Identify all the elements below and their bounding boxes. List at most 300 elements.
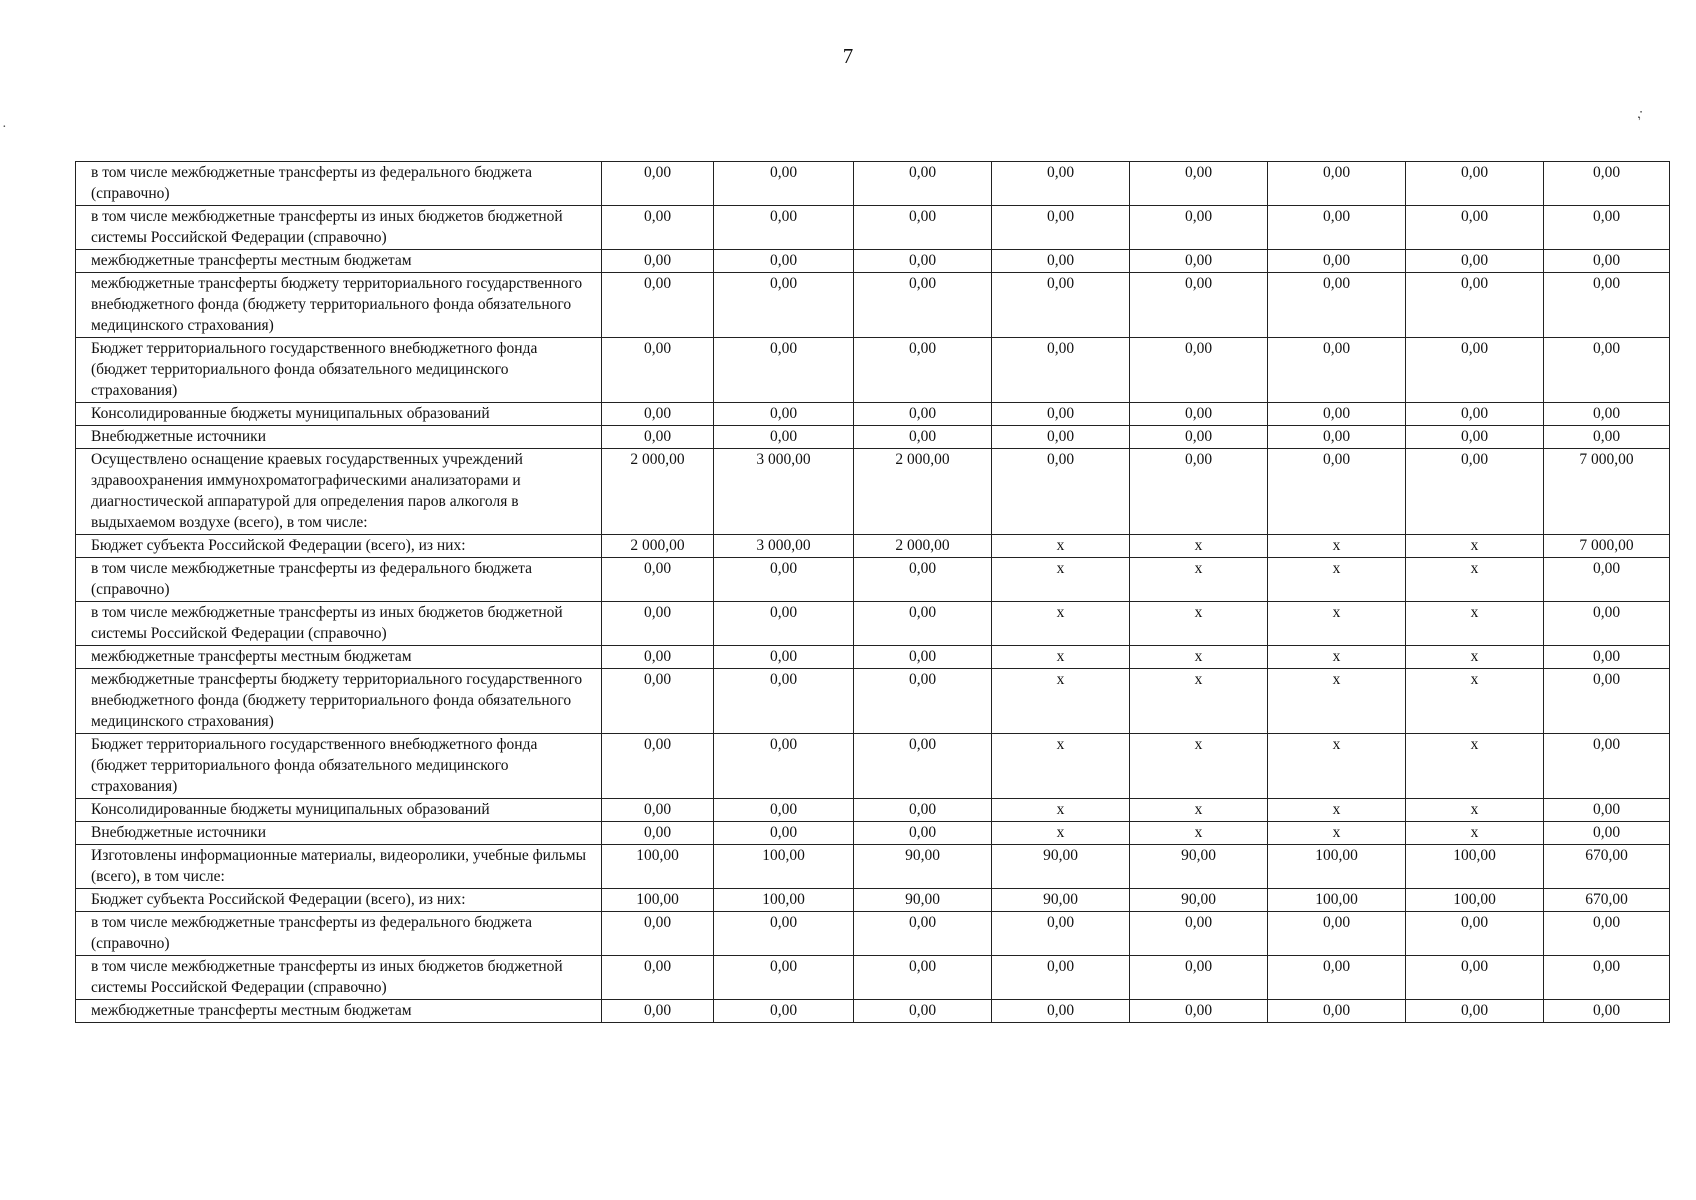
- value-cell: [602, 403, 714, 426]
- row-label: межбюджетные трансферты местным бюджетам: [76, 250, 602, 273]
- cell-value: x: [1470, 560, 1479, 577]
- cell-value: 0,00: [1592, 164, 1621, 181]
- cell-value: x: [1056, 736, 1065, 753]
- value-cell: [992, 449, 1130, 535]
- cell-value: x: [1194, 671, 1203, 688]
- cell-value: 2 000,00: [630, 451, 685, 468]
- value-cell: [602, 449, 714, 535]
- cell-value: 0,00: [1592, 275, 1621, 292]
- value-cell: [1406, 250, 1544, 273]
- value-cell: [854, 912, 992, 956]
- cell-value: 0,00: [769, 824, 798, 841]
- cell-value: 0,00: [643, 428, 672, 445]
- value-cell: [714, 646, 854, 669]
- row-label: Бюджет территориального государственного внебюджетного фонда (бюджет территориального фонда обязательного медицинского страхования): [76, 734, 602, 799]
- value-cell: [714, 822, 854, 845]
- cell-value: 0,00: [643, 340, 672, 357]
- value-cell: [602, 602, 714, 646]
- cell-value: 100,00: [636, 847, 679, 864]
- value-cell: [1130, 535, 1268, 558]
- cell-value: 0,00: [1592, 648, 1621, 665]
- cell-value: 0,00: [643, 648, 672, 665]
- cell-value: x: [1470, 604, 1479, 621]
- value-cell: [602, 250, 714, 273]
- value-cell: [992, 426, 1130, 449]
- value-cell: [992, 273, 1130, 338]
- cell-value: 0,00: [1592, 801, 1621, 818]
- cell-value: 0,00: [908, 958, 937, 975]
- table-row: [76, 535, 1670, 558]
- cell-value: 0,00: [643, 801, 672, 818]
- value-cell: [602, 273, 714, 338]
- cell-value: 0,00: [769, 340, 798, 357]
- value-cell: [1406, 734, 1544, 799]
- cell-value: 0,00: [1460, 340, 1489, 357]
- value-cell: [992, 845, 1130, 889]
- cell-value: 7 000,00: [1579, 451, 1634, 468]
- value-cell: [854, 956, 992, 1000]
- cell-value: 100,00: [1315, 891, 1358, 908]
- value-cell: [992, 734, 1130, 799]
- row-label: в том числе межбюджетные трансферты из федерального бюджета (справочно): [76, 558, 602, 602]
- value-cell: [1268, 273, 1406, 338]
- cell-value: 0,00: [908, 736, 937, 753]
- table-row: [76, 273, 1670, 338]
- value-cell: [1544, 956, 1670, 1000]
- value-cell: [602, 734, 714, 799]
- cell-value: 0,00: [908, 275, 937, 292]
- cell-value: x: [1470, 671, 1479, 688]
- value-cell: [1130, 822, 1268, 845]
- cell-value: 0,00: [1592, 824, 1621, 841]
- value-cell: [1268, 403, 1406, 426]
- cell-value: 670,00: [1585, 891, 1628, 908]
- cell-value: 0,00: [769, 736, 798, 753]
- cell-value: x: [1470, 648, 1479, 665]
- value-cell: [1406, 338, 1544, 403]
- row-label: Бюджет субъекта Российской Федерации (всего), из них:: [76, 889, 602, 912]
- value-cell: [714, 956, 854, 1000]
- value-cell: [602, 822, 714, 845]
- cell-value: 0,00: [1046, 451, 1075, 468]
- value-cell: [992, 1000, 1130, 1023]
- value-cell: [602, 1000, 714, 1023]
- row-label: в том числе межбюджетные трансферты из иных бюджетов бюджетной системы Российской Федерации (справочно): [76, 206, 602, 250]
- cell-value: 100,00: [762, 891, 805, 908]
- cell-value: 0,00: [1322, 340, 1351, 357]
- value-cell: [602, 646, 714, 669]
- value-cell: [714, 845, 854, 889]
- cell-value: 0,00: [1046, 164, 1075, 181]
- value-cell: [992, 250, 1130, 273]
- value-cell: [854, 822, 992, 845]
- cell-value: 0,00: [1592, 340, 1621, 357]
- cell-value: 100,00: [1453, 891, 1496, 908]
- cell-value: 0,00: [643, 824, 672, 841]
- cell-value: 0,00: [769, 405, 798, 422]
- cell-value: 0,00: [908, 340, 937, 357]
- value-cell: [992, 669, 1130, 734]
- value-cell: [1130, 602, 1268, 646]
- cell-value: 0,00: [1460, 208, 1489, 225]
- cell-value: 90,00: [905, 891, 940, 908]
- table-row: [76, 250, 1670, 273]
- value-cell: [1544, 338, 1670, 403]
- value-cell: [714, 250, 854, 273]
- cell-value: 100,00: [1315, 847, 1358, 864]
- cell-value: 0,00: [1460, 451, 1489, 468]
- cell-value: x: [1194, 824, 1203, 841]
- cell-value: 0,00: [1184, 208, 1213, 225]
- value-cell: [1268, 535, 1406, 558]
- table-row: [76, 799, 1670, 822]
- cell-value: 0,00: [769, 208, 798, 225]
- value-cell: [1406, 602, 1544, 646]
- table-row: [76, 426, 1670, 449]
- value-cell: [854, 845, 992, 889]
- cell-value: x: [1194, 560, 1203, 577]
- cell-value: 0,00: [1322, 914, 1351, 931]
- value-cell: [602, 799, 714, 822]
- value-cell: [854, 734, 992, 799]
- budget-table: [75, 161, 1670, 1023]
- value-cell: [1268, 338, 1406, 403]
- row-label: межбюджетные трансферты местным бюджетам: [76, 1000, 602, 1023]
- value-cell: [1268, 845, 1406, 889]
- value-cell: [1268, 558, 1406, 602]
- cell-value: 0,00: [1184, 914, 1213, 931]
- value-cell: [992, 646, 1130, 669]
- value-cell: [854, 403, 992, 426]
- cell-value: 0,00: [1322, 958, 1351, 975]
- value-cell: [1130, 799, 1268, 822]
- scan-speck: ,·: [1633, 105, 1647, 123]
- cell-value: 90,00: [1043, 891, 1078, 908]
- row-label: в том числе межбюджетные трансферты из федерального бюджета (справочно): [76, 162, 602, 206]
- cell-value: 0,00: [1592, 604, 1621, 621]
- cell-value: 0,00: [1592, 208, 1621, 225]
- cell-value: x: [1056, 801, 1065, 818]
- value-cell: [714, 162, 854, 206]
- value-cell: [1406, 799, 1544, 822]
- cell-value: x: [1056, 671, 1065, 688]
- cell-value: 0,00: [1184, 451, 1213, 468]
- value-cell: [1268, 206, 1406, 250]
- row-label: в том числе межбюджетные трансферты из иных бюджетов бюджетной системы Российской Федерации (справочно): [76, 602, 602, 646]
- value-cell: [854, 426, 992, 449]
- cell-value: 0,00: [1184, 164, 1213, 181]
- value-cell: [714, 403, 854, 426]
- value-cell: [854, 449, 992, 535]
- cell-value: 0,00: [1460, 428, 1489, 445]
- cell-value: 0,00: [1046, 958, 1075, 975]
- cell-value: x: [1332, 801, 1341, 818]
- value-cell: [602, 535, 714, 558]
- value-cell: [1268, 734, 1406, 799]
- cell-value: 0,00: [1184, 252, 1213, 269]
- value-cell: [1406, 449, 1544, 535]
- value-cell: [854, 669, 992, 734]
- cell-value: 0,00: [1322, 428, 1351, 445]
- value-cell: [992, 338, 1130, 403]
- cell-value: 0,00: [908, 914, 937, 931]
- value-cell: [1544, 646, 1670, 669]
- cell-value: 0,00: [1184, 405, 1213, 422]
- value-cell: [1544, 449, 1670, 535]
- value-cell: [1406, 535, 1544, 558]
- cell-value: 3 000,00: [756, 451, 811, 468]
- value-cell: [854, 535, 992, 558]
- cell-value: 100,00: [636, 891, 679, 908]
- row-label: Бюджет территориального государственного внебюджетного фонда (бюджет территориального фонда обязательного медицинского страхования): [76, 338, 602, 403]
- value-cell: [1130, 646, 1268, 669]
- cell-value: 0,00: [1460, 252, 1489, 269]
- table-row: [76, 1000, 1670, 1023]
- cell-value: 0,00: [1046, 208, 1075, 225]
- value-cell: [854, 250, 992, 273]
- cell-value: 0,00: [1322, 252, 1351, 269]
- cell-value: 0,00: [1046, 340, 1075, 357]
- value-cell: [1544, 250, 1670, 273]
- cell-value: 0,00: [769, 164, 798, 181]
- cell-value: 0,00: [1460, 275, 1489, 292]
- value-cell: [1544, 602, 1670, 646]
- table-row: [76, 822, 1670, 845]
- cell-value: 0,00: [1460, 405, 1489, 422]
- cell-value: 0,00: [643, 958, 672, 975]
- value-cell: [1544, 734, 1670, 799]
- value-cell: [1268, 912, 1406, 956]
- table-row: [76, 403, 1670, 426]
- cell-value: 0,00: [643, 604, 672, 621]
- cell-value: 0,00: [1046, 914, 1075, 931]
- value-cell: [992, 206, 1130, 250]
- cell-value: 0,00: [1592, 560, 1621, 577]
- row-label: Внебюджетные источники: [76, 426, 602, 449]
- scan-speck: ·: [2, 120, 7, 135]
- cell-value: 0,00: [643, 914, 672, 931]
- cell-value: 100,00: [762, 847, 805, 864]
- value-cell: [854, 162, 992, 206]
- value-cell: [854, 602, 992, 646]
- value-cell: [714, 1000, 854, 1023]
- cell-value: x: [1056, 648, 1065, 665]
- value-cell: [1544, 206, 1670, 250]
- value-cell: [854, 338, 992, 403]
- value-cell: [992, 558, 1130, 602]
- value-cell: [1544, 1000, 1670, 1023]
- cell-value: 0,00: [643, 736, 672, 753]
- value-cell: [1544, 273, 1670, 338]
- value-cell: [992, 912, 1130, 956]
- value-cell: [1544, 162, 1670, 206]
- cell-value: 0,00: [769, 958, 798, 975]
- value-cell: [714, 338, 854, 403]
- value-cell: [1406, 206, 1544, 250]
- value-cell: [714, 912, 854, 956]
- cell-value: x: [1332, 537, 1341, 554]
- cell-value: 0,00: [769, 604, 798, 621]
- row-label: в том числе межбюджетные трансферты из федерального бюджета (справочно): [76, 912, 602, 956]
- cell-value: 90,00: [1043, 847, 1078, 864]
- value-cell: [714, 206, 854, 250]
- value-cell: [1268, 250, 1406, 273]
- value-cell: [1406, 558, 1544, 602]
- value-cell: [1544, 669, 1670, 734]
- value-cell: [1544, 558, 1670, 602]
- cell-value: 90,00: [1181, 891, 1216, 908]
- cell-value: x: [1194, 648, 1203, 665]
- cell-value: 2 000,00: [630, 537, 685, 554]
- value-cell: [1268, 162, 1406, 206]
- value-cell: [1130, 338, 1268, 403]
- table-body: [76, 162, 1670, 1023]
- cell-value: x: [1470, 824, 1479, 841]
- value-cell: [854, 558, 992, 602]
- row-label: Внебюджетные источники: [76, 822, 602, 845]
- cell-value: x: [1332, 648, 1341, 665]
- value-cell: [714, 558, 854, 602]
- cell-value: 100,00: [1453, 847, 1496, 864]
- row-label: Консолидированные бюджеты муниципальных образований: [76, 403, 602, 426]
- value-cell: [992, 602, 1130, 646]
- value-cell: [1406, 956, 1544, 1000]
- table-row: [76, 646, 1670, 669]
- cell-value: x: [1194, 604, 1203, 621]
- value-cell: [854, 799, 992, 822]
- cell-value: 0,00: [1592, 252, 1621, 269]
- cell-value: 0,00: [1322, 208, 1351, 225]
- cell-value: x: [1056, 537, 1065, 554]
- value-cell: [1268, 956, 1406, 1000]
- row-label: межбюджетные трансферты бюджету территориального государственного внебюджетного фонда (бюджету территориального фонда обязательного медицинского страхования): [76, 669, 602, 734]
- cell-value: 3 000,00: [756, 537, 811, 554]
- cell-value: 0,00: [1046, 252, 1075, 269]
- row-label: Изготовлены информационные материалы, видеоролики, учебные фильмы (всего), в том числе:: [76, 845, 602, 889]
- value-cell: [1406, 822, 1544, 845]
- cell-value: 0,00: [908, 801, 937, 818]
- cell-value: 0,00: [643, 208, 672, 225]
- value-cell: [1130, 558, 1268, 602]
- value-cell: [602, 338, 714, 403]
- row-label: в том числе межбюджетные трансферты из иных бюджетов бюджетной системы Российской Федерации (справочно): [76, 956, 602, 1000]
- cell-value: 0,00: [643, 1002, 672, 1019]
- value-cell: [854, 206, 992, 250]
- cell-value: 0,00: [1592, 671, 1621, 688]
- cell-value: 0,00: [769, 671, 798, 688]
- cell-value: 0,00: [908, 1002, 937, 1019]
- value-cell: [1406, 912, 1544, 956]
- value-cell: [1406, 845, 1544, 889]
- cell-value: 0,00: [908, 560, 937, 577]
- cell-value: 0,00: [908, 164, 937, 181]
- cell-value: 0,00: [769, 252, 798, 269]
- cell-value: x: [1056, 824, 1065, 841]
- table-row: [76, 449, 1670, 535]
- value-cell: [1130, 734, 1268, 799]
- value-cell: [1544, 426, 1670, 449]
- value-cell: [714, 889, 854, 912]
- cell-value: 0,00: [1046, 405, 1075, 422]
- value-cell: [602, 206, 714, 250]
- cell-value: 0,00: [1592, 405, 1621, 422]
- table-row: [76, 889, 1670, 912]
- value-cell: [714, 669, 854, 734]
- value-cell: [1406, 403, 1544, 426]
- value-cell: [1130, 426, 1268, 449]
- value-cell: [1406, 273, 1544, 338]
- cell-value: 90,00: [1181, 847, 1216, 864]
- cell-value: 0,00: [1592, 914, 1621, 931]
- cell-value: 0,00: [1046, 428, 1075, 445]
- table-row: [76, 558, 1670, 602]
- cell-value: x: [1056, 560, 1065, 577]
- row-label: межбюджетные трансферты бюджету территориального государственного внебюджетного фонда (бюджету территориального фонда обязательного медицинского страхования): [76, 273, 602, 338]
- value-cell: [1130, 206, 1268, 250]
- cell-value: 0,00: [1592, 736, 1621, 753]
- value-cell: [992, 535, 1130, 558]
- cell-value: 0,00: [1322, 164, 1351, 181]
- cell-value: 2 000,00: [895, 537, 950, 554]
- cell-value: 2 000,00: [895, 451, 950, 468]
- cell-value: 0,00: [1592, 428, 1621, 445]
- value-cell: [1406, 162, 1544, 206]
- cell-value: 0,00: [1046, 1002, 1075, 1019]
- cell-value: 0,00: [769, 648, 798, 665]
- value-cell: [1268, 669, 1406, 734]
- value-cell: [1130, 956, 1268, 1000]
- cell-value: 0,00: [1184, 340, 1213, 357]
- cell-value: 0,00: [908, 208, 937, 225]
- table-row: [76, 206, 1670, 250]
- cell-value: 0,00: [908, 604, 937, 621]
- cell-value: x: [1056, 604, 1065, 621]
- value-cell: [1130, 845, 1268, 889]
- value-cell: [1130, 1000, 1268, 1023]
- cell-value: 90,00: [905, 847, 940, 864]
- value-cell: [992, 162, 1130, 206]
- cell-value: 0,00: [1460, 958, 1489, 975]
- cell-value: 0,00: [908, 671, 937, 688]
- value-cell: [1406, 889, 1544, 912]
- row-label: Осуществлено оснащение краевых государственных учреждений здравоохранения иммунохроматографическими анализаторами и диагностической аппаратурой для определения паров алкоголя в выдыхаемом воздухе (всего), в том числе:: [76, 449, 602, 535]
- value-cell: [602, 558, 714, 602]
- value-cell: [602, 889, 714, 912]
- value-cell: [714, 273, 854, 338]
- value-cell: [1406, 646, 1544, 669]
- row-label: Бюджет субъекта Российской Федерации (всего), из них:: [76, 535, 602, 558]
- value-cell: [854, 1000, 992, 1023]
- cell-value: 0,00: [1184, 1002, 1213, 1019]
- value-cell: [1130, 162, 1268, 206]
- cell-value: 0,00: [643, 671, 672, 688]
- cell-value: 0,00: [1460, 1002, 1489, 1019]
- cell-value: x: [1470, 736, 1479, 753]
- cell-value: x: [1194, 537, 1203, 554]
- cell-value: 0,00: [908, 252, 937, 269]
- value-cell: [1544, 535, 1670, 558]
- cell-value: x: [1194, 736, 1203, 753]
- value-cell: [1544, 912, 1670, 956]
- value-cell: [854, 646, 992, 669]
- page-number: 7: [842, 44, 854, 68]
- cell-value: 0,00: [643, 405, 672, 422]
- cell-value: 0,00: [908, 405, 937, 422]
- cell-value: 0,00: [1460, 914, 1489, 931]
- value-cell: [602, 669, 714, 734]
- value-cell: [854, 273, 992, 338]
- cell-value: 0,00: [643, 164, 672, 181]
